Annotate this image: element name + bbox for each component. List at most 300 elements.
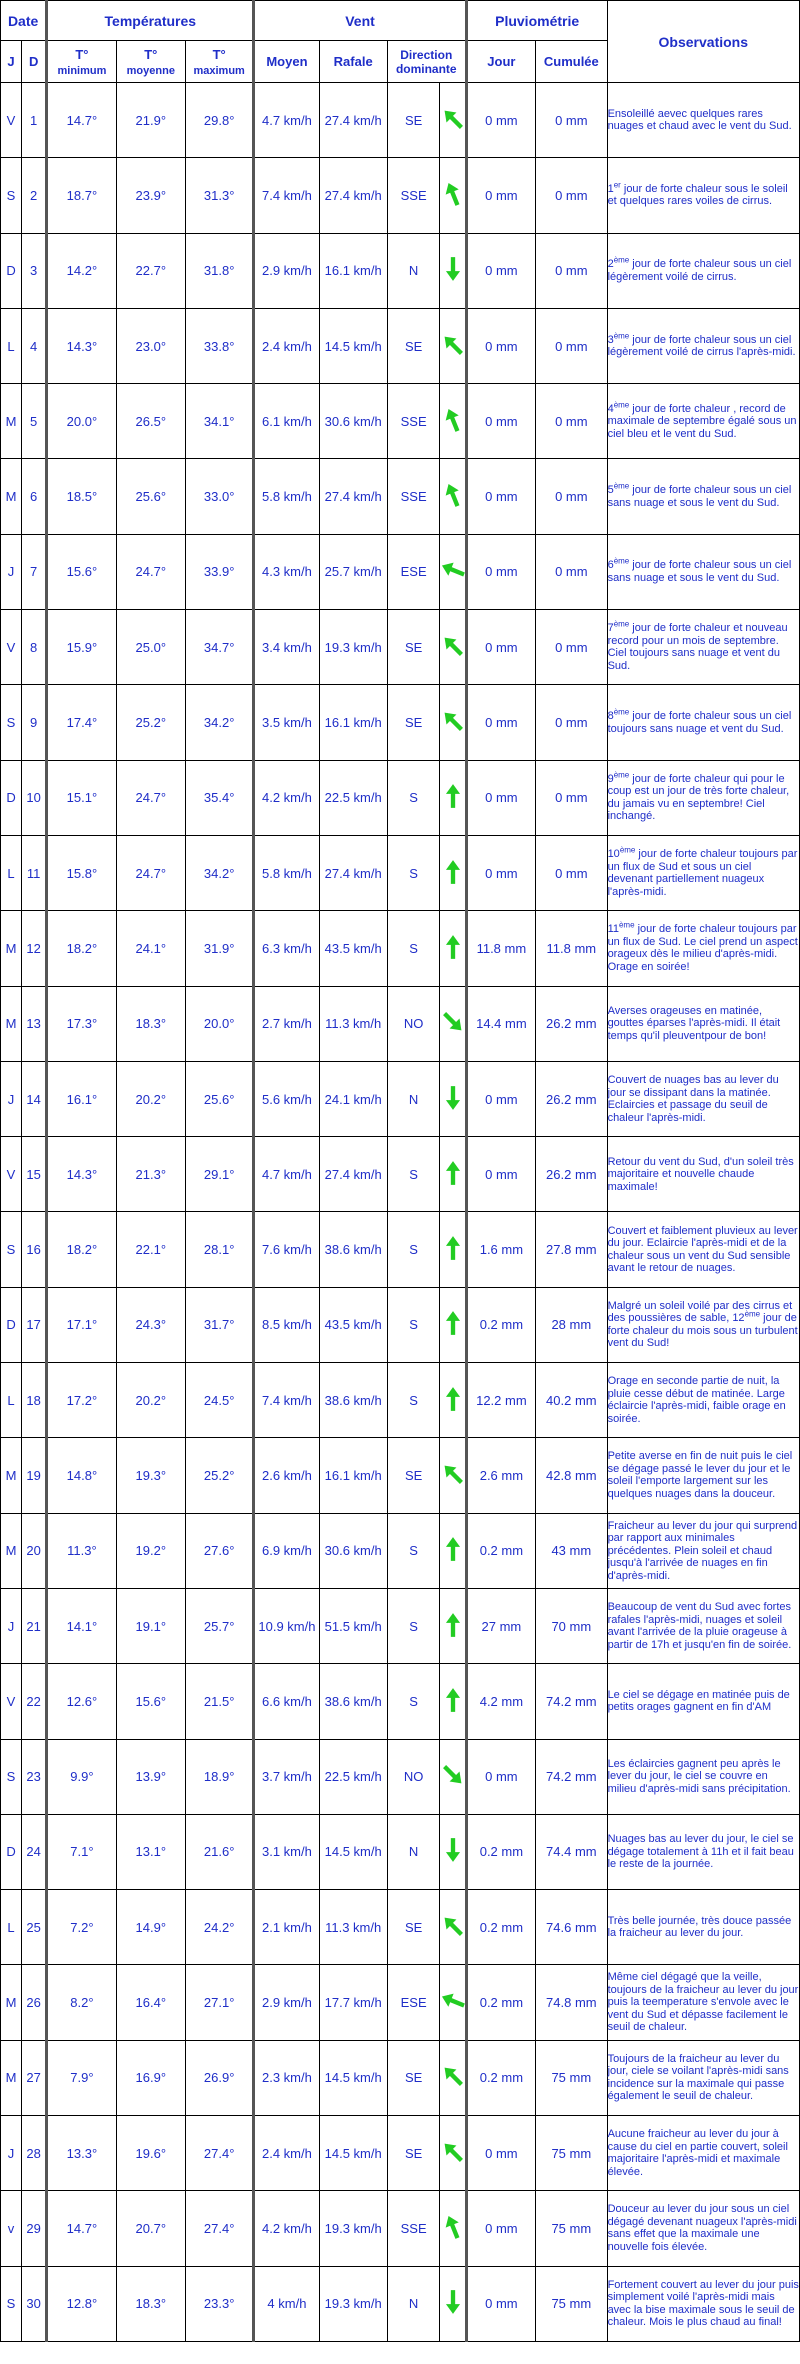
- tmin-cell: 17.3°: [47, 986, 116, 1061]
- wind-mean-cell: 3.4 km/h: [254, 610, 319, 685]
- tmax-cell: 25.7°: [186, 1588, 254, 1663]
- table-row: [1, 760, 800, 835]
- tmin-cell: 18.7°: [47, 158, 116, 233]
- wind-mean-cell: 3.7 km/h: [254, 1739, 319, 1814]
- wind-mean-cell: 2.7 km/h: [254, 986, 319, 1061]
- wind-arrow-icon: [440, 1588, 466, 1663]
- weekday-cell: J: [1, 2116, 22, 2191]
- tmax-cell: 28.1°: [186, 1212, 254, 1287]
- table-row: [1, 1588, 800, 1663]
- wind-arrow-icon: [440, 158, 466, 233]
- wind-gust-cell: 43.5 km/h: [319, 1287, 387, 1362]
- wind-arrow-icon: [440, 2191, 466, 2266]
- wind-direction-cell: S: [387, 911, 440, 986]
- rain-day-cell: 0 mm: [466, 1061, 535, 1136]
- table-row: [1, 233, 800, 308]
- wind-direction-cell: SSE: [387, 384, 440, 459]
- wind-arrow-icon: [440, 1664, 466, 1739]
- table-row: [1, 1814, 800, 1889]
- tmax-cell: 33.0°: [186, 459, 254, 534]
- tmax-cell: 23.3°: [186, 2266, 254, 2341]
- wind-direction-cell: S: [387, 1137, 440, 1212]
- tmoy-cell: 24.1°: [116, 911, 185, 986]
- table-row: [1, 685, 800, 760]
- tmax-cell: 18.9°: [186, 1739, 254, 1814]
- rain-day-cell: 0 mm: [466, 1137, 535, 1212]
- wind-mean-cell: 2.9 km/h: [254, 1965, 319, 2040]
- wind-mean-cell: 7.6 km/h: [254, 1212, 319, 1287]
- observation-cell: Couvert de nuages bas au lever du jour se dissipant dans la matinée. Eclaircies et passage du seuil de chaleur l'après-midi.: [607, 1061, 799, 1136]
- tmoy-cell: 25.6°: [116, 459, 185, 534]
- wind-mean-cell: 4.3 km/h: [254, 534, 319, 609]
- table-row: [1, 83, 800, 158]
- tmax-cell: 24.5°: [186, 1363, 254, 1438]
- rain-cumulative-cell: 0 mm: [536, 534, 607, 609]
- rain-cumulative-cell: 26.2 mm: [536, 1061, 607, 1136]
- tmin-cell: 17.1°: [47, 1287, 116, 1362]
- wind-direction-cell: S: [387, 1363, 440, 1438]
- wind-gust-cell: 51.5 km/h: [319, 1588, 387, 1663]
- observation-cell: Averses orageuses en matinée, gouttes éparses l'après-midi. Il était temps qu'il pleuventpour de bon!: [607, 986, 799, 1061]
- rain-cumulative-cell: 0 mm: [536, 760, 607, 835]
- observation-cell: Petite averse en fin de nuit puis le ciel se dégage passé le lever du jour et le soleil l'emporte largement sur les quelques nuages dans la douceur.: [607, 1438, 799, 1513]
- day-cell: 29: [22, 2191, 47, 2266]
- rain-cumulative-cell: 28 mm: [536, 1287, 607, 1362]
- wind-gust-cell: 27.4 km/h: [319, 158, 387, 233]
- rain-cumulative-cell: 74.8 mm: [536, 1965, 607, 2040]
- tmoy-cell: 18.3°: [116, 2266, 185, 2341]
- observations-header: Observations: [607, 1, 799, 83]
- wind-direction-cell: N: [387, 1814, 440, 1889]
- table-row: [1, 1438, 800, 1513]
- tmax-cell: 33.8°: [186, 308, 254, 383]
- wind-direction-cell: SE: [387, 2116, 440, 2191]
- rain-day-cell: 0.2 mm: [466, 2040, 535, 2115]
- wind-mean-cell: 4.7 km/h: [254, 83, 319, 158]
- tmax-cell: 34.7°: [186, 610, 254, 685]
- wind-group-header: Vent: [254, 1, 466, 41]
- weather-rows: [1, 83, 800, 2342]
- wind-arrow-icon: [440, 534, 466, 609]
- rain-day-cell: 0.2 mm: [466, 1814, 535, 1889]
- table-row: [1, 835, 800, 910]
- tmin-cell: 15.1°: [47, 760, 116, 835]
- weekday-cell: L: [1, 1890, 22, 1965]
- date-group-header: Date: [1, 1, 47, 41]
- tmax-cell: 29.8°: [186, 83, 254, 158]
- table-row: [1, 986, 800, 1061]
- rain-cumulative-cell: 26.2 mm: [536, 1137, 607, 1212]
- wind-mean-cell: 3.1 km/h: [254, 1814, 319, 1889]
- tmoy-cell: 19.1°: [116, 1588, 185, 1663]
- wind-mean-cell: 7.4 km/h: [254, 1363, 319, 1438]
- wind-arrow-icon: [440, 835, 466, 910]
- tmin-cell: 7.1°: [47, 1814, 116, 1889]
- day-cell: 19: [22, 1438, 47, 1513]
- observation-cell: 11ème jour de forte chaleur toujours par un flux de Sud. Le ciel prend un aspect orageux dès le milieu d'après-midi. Orage en soirée!: [607, 911, 799, 986]
- tmoy-cell: 20.2°: [116, 1363, 185, 1438]
- tmax-cell: 31.3°: [186, 158, 254, 233]
- rain-day-cell: 0 mm: [466, 308, 535, 383]
- weekday-cell: V: [1, 83, 22, 158]
- rain-cumulative-cell: 0 mm: [536, 685, 607, 760]
- tmax-header: T° maximum: [186, 41, 254, 83]
- weekday-header: J: [1, 41, 22, 83]
- tmoy-cell: 24.7°: [116, 534, 185, 609]
- weekday-cell: S: [1, 158, 22, 233]
- wind-gust-cell: 22.5 km/h: [319, 760, 387, 835]
- tmoy-cell: 16.9°: [116, 2040, 185, 2115]
- rain-cumulative-cell: 0 mm: [536, 610, 607, 685]
- rain-cumulative-cell: 42.8 mm: [536, 1438, 607, 1513]
- wind-arrow-icon: [440, 2040, 466, 2115]
- rain-day-cell: 12.2 mm: [466, 1363, 535, 1438]
- wind-gust-cell: 14.5 km/h: [319, 308, 387, 383]
- tmin-cell: 16.1°: [47, 1061, 116, 1136]
- tmoy-cell: 14.9°: [116, 1890, 185, 1965]
- table-row: [1, 308, 800, 383]
- tmax-cell: 27.6°: [186, 1513, 254, 1588]
- rain-day-cell: 0.2 mm: [466, 1513, 535, 1588]
- rain-day-cell: 1.6 mm: [466, 1212, 535, 1287]
- weekday-cell: L: [1, 1363, 22, 1438]
- table-row: [1, 384, 800, 459]
- tmax-cell: 21.5°: [186, 1664, 254, 1739]
- rain-cumulative-cell: 0 mm: [536, 459, 607, 534]
- weekday-cell: M: [1, 459, 22, 534]
- rain-day-cell: 2.6 mm: [466, 1438, 535, 1513]
- weekday-cell: M: [1, 986, 22, 1061]
- wind-arrow-icon: [440, 459, 466, 534]
- weekday-cell: L: [1, 835, 22, 910]
- observation-cell: 6ème jour de forte chaleur sous un ciel sans nuage et sous le vent du Sud.: [607, 534, 799, 609]
- table-row: [1, 158, 800, 233]
- weekday-cell: S: [1, 685, 22, 760]
- rain-day-cell: 0.2 mm: [466, 1287, 535, 1362]
- table-row: [1, 534, 800, 609]
- weekday-cell: V: [1, 610, 22, 685]
- observation-cell: Fraicheur au lever du jour qui surprend par rapport aux minimales précédentes. Plein soleil et chaud jusqu'à l'arrivée de nuages en fin d'après-midi.: [607, 1513, 799, 1588]
- tmoy-cell: 25.2°: [116, 685, 185, 760]
- rain-day-cell: 0 mm: [466, 2116, 535, 2191]
- rain-day-cell: 0 mm: [466, 534, 535, 609]
- rain-cumulative-cell: 11.8 mm: [536, 911, 607, 986]
- day-header: D: [22, 41, 47, 83]
- wind-arrow-icon: [440, 83, 466, 158]
- rain-day-cell: 11.8 mm: [466, 911, 535, 986]
- day-cell: 26: [22, 1965, 47, 2040]
- wind-gust-cell: 19.3 km/h: [319, 2191, 387, 2266]
- day-cell: 24: [22, 1814, 47, 1889]
- tmin-cell: 14.2°: [47, 233, 116, 308]
- wind-arrow-icon: [440, 1061, 466, 1136]
- weekday-cell: M: [1, 911, 22, 986]
- wind-mean-cell: 4.2 km/h: [254, 760, 319, 835]
- rain-cumulative-cell: 74.2 mm: [536, 1739, 607, 1814]
- tmoy-cell: 20.7°: [116, 2191, 185, 2266]
- wind-direction-cell: SSE: [387, 459, 440, 534]
- rain-cumulative-cell: 0 mm: [536, 233, 607, 308]
- rain-day-cell: 4.2 mm: [466, 1664, 535, 1739]
- tmoy-cell: 24.3°: [116, 1287, 185, 1362]
- tmax-cell: 25.6°: [186, 1061, 254, 1136]
- wind-arrow-icon: [440, 1513, 466, 1588]
- wind-mean-header: Moyen: [254, 41, 319, 83]
- wind-arrow-icon: [440, 1287, 466, 1362]
- tmax-cell: 31.8°: [186, 233, 254, 308]
- tmin-cell: 14.3°: [47, 1137, 116, 1212]
- wind-direction-cell: SE: [387, 610, 440, 685]
- day-cell: 8: [22, 610, 47, 685]
- table-row: [1, 1061, 800, 1136]
- rain-day-cell: 0 mm: [466, 158, 535, 233]
- wind-mean-cell: 2.9 km/h: [254, 233, 319, 308]
- table-row: [1, 1212, 800, 1287]
- day-cell: 17: [22, 1287, 47, 1362]
- weekday-cell: D: [1, 1287, 22, 1362]
- temperatures-group-header: Températures: [47, 1, 254, 41]
- wind-gust-header: Rafale: [319, 41, 387, 83]
- observation-cell: 4ème jour de forte chaleur , record de maximale de septembre égalé sous un ciel bleu et le vent du Sud.: [607, 384, 799, 459]
- wind-direction-cell: SE: [387, 308, 440, 383]
- wind-direction-cell: N: [387, 233, 440, 308]
- rain-cumulative-cell: 75 mm: [536, 2191, 607, 2266]
- day-cell: 10: [22, 760, 47, 835]
- tmax-cell: 21.6°: [186, 1814, 254, 1889]
- tmin-cell: 18.2°: [47, 1212, 116, 1287]
- wind-mean-cell: 6.9 km/h: [254, 1513, 319, 1588]
- wind-arrow-icon: [440, 760, 466, 835]
- wind-gust-cell: 30.6 km/h: [319, 384, 387, 459]
- wind-mean-cell: 6.3 km/h: [254, 911, 319, 986]
- tmoy-cell: 13.1°: [116, 1814, 185, 1889]
- wind-gust-cell: 11.3 km/h: [319, 986, 387, 1061]
- weekday-cell: J: [1, 1061, 22, 1136]
- wind-gust-cell: 27.4 km/h: [319, 83, 387, 158]
- wind-arrow-icon: [440, 1212, 466, 1287]
- wind-arrow-icon: [440, 1814, 466, 1889]
- tmax-cell: 27.1°: [186, 1965, 254, 2040]
- wind-arrow-icon: [440, 2266, 466, 2341]
- tmin-cell: 15.6°: [47, 534, 116, 609]
- rain-day-cell: 27 mm: [466, 1588, 535, 1663]
- wind-gust-cell: 24.1 km/h: [319, 1061, 387, 1136]
- rain-cumulative-cell: 0 mm: [536, 308, 607, 383]
- observation-cell: Malgré un soleil voilé par des cirrus et des poussières de sable, 12ème jour de forte chaleur du mois sous un turbulent vent du Sud!: [607, 1287, 799, 1362]
- wind-mean-cell: 6.6 km/h: [254, 1664, 319, 1739]
- wind-gust-cell: 16.1 km/h: [319, 685, 387, 760]
- wind-mean-cell: 2.6 km/h: [254, 1438, 319, 1513]
- tmoy-cell: 23.0°: [116, 308, 185, 383]
- tmin-cell: 14.7°: [47, 2191, 116, 2266]
- wind-mean-cell: 6.1 km/h: [254, 384, 319, 459]
- tmoy-cell: 20.2°: [116, 1061, 185, 1136]
- rain-day-cell: 0 mm: [466, 384, 535, 459]
- rain-day-cell: 0 mm: [466, 233, 535, 308]
- rain-cumulative-cell: 0 mm: [536, 83, 607, 158]
- wind-arrow-icon: [440, 1137, 466, 1212]
- wind-direction-cell: SE: [387, 1890, 440, 1965]
- tmoy-cell: 16.4°: [116, 1965, 185, 2040]
- day-cell: 6: [22, 459, 47, 534]
- day-cell: 11: [22, 835, 47, 910]
- tmoy-cell: 21.3°: [116, 1137, 185, 1212]
- weekday-cell: v: [1, 2191, 22, 2266]
- tmin-cell: 12.8°: [47, 2266, 116, 2341]
- wind-gust-cell: 38.6 km/h: [319, 1664, 387, 1739]
- rain-cumulative-cell: 0 mm: [536, 835, 607, 910]
- wind-mean-cell: 2.3 km/h: [254, 2040, 319, 2115]
- wind-direction-cell: SSE: [387, 158, 440, 233]
- wind-direction-cell: S: [387, 1588, 440, 1663]
- day-cell: 1: [22, 83, 47, 158]
- tmax-cell: 29.1°: [186, 1137, 254, 1212]
- wind-arrow-icon: [440, 308, 466, 383]
- tmax-cell: 34.2°: [186, 685, 254, 760]
- day-cell: 3: [22, 233, 47, 308]
- wind-arrow-icon: [440, 233, 466, 308]
- tmin-cell: 17.2°: [47, 1363, 116, 1438]
- tmax-cell: 26.9°: [186, 2040, 254, 2115]
- tmin-cell: 17.4°: [47, 685, 116, 760]
- weekday-cell: L: [1, 308, 22, 383]
- tmax-cell: 27.4°: [186, 2116, 254, 2191]
- rain-day-cell: 0 mm: [466, 1739, 535, 1814]
- observation-cell: 8ème jour de forte chaleur sous un ciel toujours sans nuage et vent du Sud.: [607, 685, 799, 760]
- tmax-cell: 20.0°: [186, 986, 254, 1061]
- observation-cell: Nuages bas au lever du jour, le ciel se dégage totalement à 11h et il fait beau le reste de la journée.: [607, 1814, 799, 1889]
- table-row: [1, 1513, 800, 1588]
- table-row: [1, 1363, 800, 1438]
- observation-cell: 2ème jour de forte chaleur sous un ciel légèrement voilé de cirrus.: [607, 233, 799, 308]
- tmin-cell: 7.2°: [47, 1890, 116, 1965]
- wind-gust-cell: 17.7 km/h: [319, 1965, 387, 2040]
- observation-cell: Orage en seconde partie de nuit, la pluie cesse début de matinée. Large éclaircie l'après-midi, faible orage en soirée.: [607, 1363, 799, 1438]
- observation-cell: Douceur au lever du jour sous un ciel dégagé devenant nuageux l'après-midi sans effet que la maximale une nouvelle fois élevée.: [607, 2191, 799, 2266]
- observation-cell: 7ème jour de forte chaleur et nouveau record pour un mois de septembre. Ciel toujours sans nuage et vent du Sud.: [607, 610, 799, 685]
- day-cell: 28: [22, 2116, 47, 2191]
- wind-direction-cell: S: [387, 1287, 440, 1362]
- weekday-cell: M: [1, 1513, 22, 1588]
- wind-arrow-icon: [440, 384, 466, 459]
- rain-cumulative-cell: 43 mm: [536, 1513, 607, 1588]
- wind-mean-cell: 8.5 km/h: [254, 1287, 319, 1362]
- rain-day-cell: 0.2 mm: [466, 1890, 535, 1965]
- tmin-header: T° minimum: [47, 41, 116, 83]
- rain-day-cell: 14.4 mm: [466, 986, 535, 1061]
- day-cell: 21: [22, 1588, 47, 1663]
- table-row: [1, 2040, 800, 2115]
- wind-mean-cell: 4.7 km/h: [254, 1137, 319, 1212]
- wind-mean-cell: 2.4 km/h: [254, 2116, 319, 2191]
- wind-mean-cell: 5.8 km/h: [254, 835, 319, 910]
- wind-gust-cell: 16.1 km/h: [319, 1438, 387, 1513]
- tmin-cell: 20.0°: [47, 384, 116, 459]
- day-cell: 16: [22, 1212, 47, 1287]
- day-cell: 23: [22, 1739, 47, 1814]
- day-cell: 5: [22, 384, 47, 459]
- table-row: [1, 459, 800, 534]
- wind-direction-cell: ESE: [387, 1965, 440, 2040]
- tmax-cell: 31.7°: [186, 1287, 254, 1362]
- observation-cell: 10ème jour de forte chaleur toujours par un flux de Sud et sous un ciel devenant partiellement nuageux l'après-midi.: [607, 835, 799, 910]
- tmoy-cell: 21.9°: [116, 83, 185, 158]
- day-cell: 15: [22, 1137, 47, 1212]
- tmax-cell: 27.4°: [186, 2191, 254, 2266]
- table-row: [1, 1739, 800, 1814]
- tmin-cell: 7.9°: [47, 2040, 116, 2115]
- table-row: [1, 1287, 800, 1362]
- wind-direction-cell: SE: [387, 83, 440, 158]
- table-row: [1, 2191, 800, 2266]
- rain-cumulative-cell: 0 mm: [536, 384, 607, 459]
- weekday-cell: M: [1, 1438, 22, 1513]
- day-cell: 14: [22, 1061, 47, 1136]
- wind-gust-cell: 38.6 km/h: [319, 1212, 387, 1287]
- observation-cell: Beaucoup de vent du Sud avec fortes rafales l'après-midi, nuages et soleil avant l'arrivée de la pluie orageuse à partir de 17h et jusqu'en fin de soirée.: [607, 1588, 799, 1663]
- observation-cell: 3ème jour de forte chaleur sous un ciel légèrement voilé de cirrus l'après-midi.: [607, 308, 799, 383]
- rain-day-cell: 0 mm: [466, 2266, 535, 2341]
- tmoy-cell: 18.3°: [116, 986, 185, 1061]
- rain-cumulative-cell: 26.2 mm: [536, 986, 607, 1061]
- rain-cumulative-header: Cumulée: [536, 41, 607, 83]
- wind-gust-cell: 43.5 km/h: [319, 911, 387, 986]
- day-cell: 25: [22, 1890, 47, 1965]
- wind-direction-cell: SE: [387, 685, 440, 760]
- weekday-cell: D: [1, 760, 22, 835]
- observation-cell: 9ème jour de forte chaleur qui pour le coup est un jour de très forte chaleur, du jamais vu en septembre! Ciel inchangé.: [607, 760, 799, 835]
- observation-cell: Ensoleillé aevec quelques rares nuages et chaud avec le vent du Sud.: [607, 83, 799, 158]
- tmin-cell: 18.2°: [47, 911, 116, 986]
- day-cell: 9: [22, 685, 47, 760]
- tmax-cell: 33.9°: [186, 534, 254, 609]
- wind-arrow-icon: [440, 610, 466, 685]
- tmoy-cell: 22.1°: [116, 1212, 185, 1287]
- tmin-cell: 11.3°: [47, 1513, 116, 1588]
- rain-day-cell: 0 mm: [466, 685, 535, 760]
- tmoy-cell: 19.2°: [116, 1513, 185, 1588]
- tmoy-cell: 19.3°: [116, 1438, 185, 1513]
- table-row: [1, 1965, 800, 2040]
- observation-cell: Toujours de la fraicheur au lever du jour, ciele se voilant l'après-midi sans incidence sur la maximale qui passe également le seuil de chaleur.: [607, 2040, 799, 2115]
- tmoy-cell: 22.7°: [116, 233, 185, 308]
- day-cell: 30: [22, 2266, 47, 2341]
- wind-mean-cell: 2.1 km/h: [254, 1890, 319, 1965]
- tmin-cell: 14.7°: [47, 83, 116, 158]
- wind-arrow-icon: [440, 685, 466, 760]
- observation-cell: Les éclaircies gagnent peu après le lever du jour, le ciel se couvre en milieu d'après-midi sans précipitation.: [607, 1739, 799, 1814]
- wind-gust-cell: 19.3 km/h: [319, 610, 387, 685]
- tmoy-cell: 26.5°: [116, 384, 185, 459]
- tmax-cell: 25.2°: [186, 1438, 254, 1513]
- day-cell: 12: [22, 911, 47, 986]
- rain-day-cell: 0 mm: [466, 835, 535, 910]
- rain-group-header: Pluviométrie: [466, 1, 607, 41]
- weekday-cell: S: [1, 1739, 22, 1814]
- tmin-cell: 15.9°: [47, 610, 116, 685]
- rain-cumulative-cell: 74.2 mm: [536, 1664, 607, 1739]
- tmoy-cell: 13.9°: [116, 1739, 185, 1814]
- wind-gust-cell: 38.6 km/h: [319, 1363, 387, 1438]
- wind-arrow-icon: [440, 1965, 466, 2040]
- day-cell: 22: [22, 1664, 47, 1739]
- observation-cell: Retour du vent du Sud, d'un soleil très majoritaire et nouvelle chaude maximale!: [607, 1137, 799, 1212]
- wind-arrow-icon: [440, 1363, 466, 1438]
- wind-arrow-icon: [440, 2116, 466, 2191]
- tmoy-cell: 25.0°: [116, 610, 185, 685]
- table-row: [1, 2116, 800, 2191]
- wind-direction-cell: NO: [387, 1739, 440, 1814]
